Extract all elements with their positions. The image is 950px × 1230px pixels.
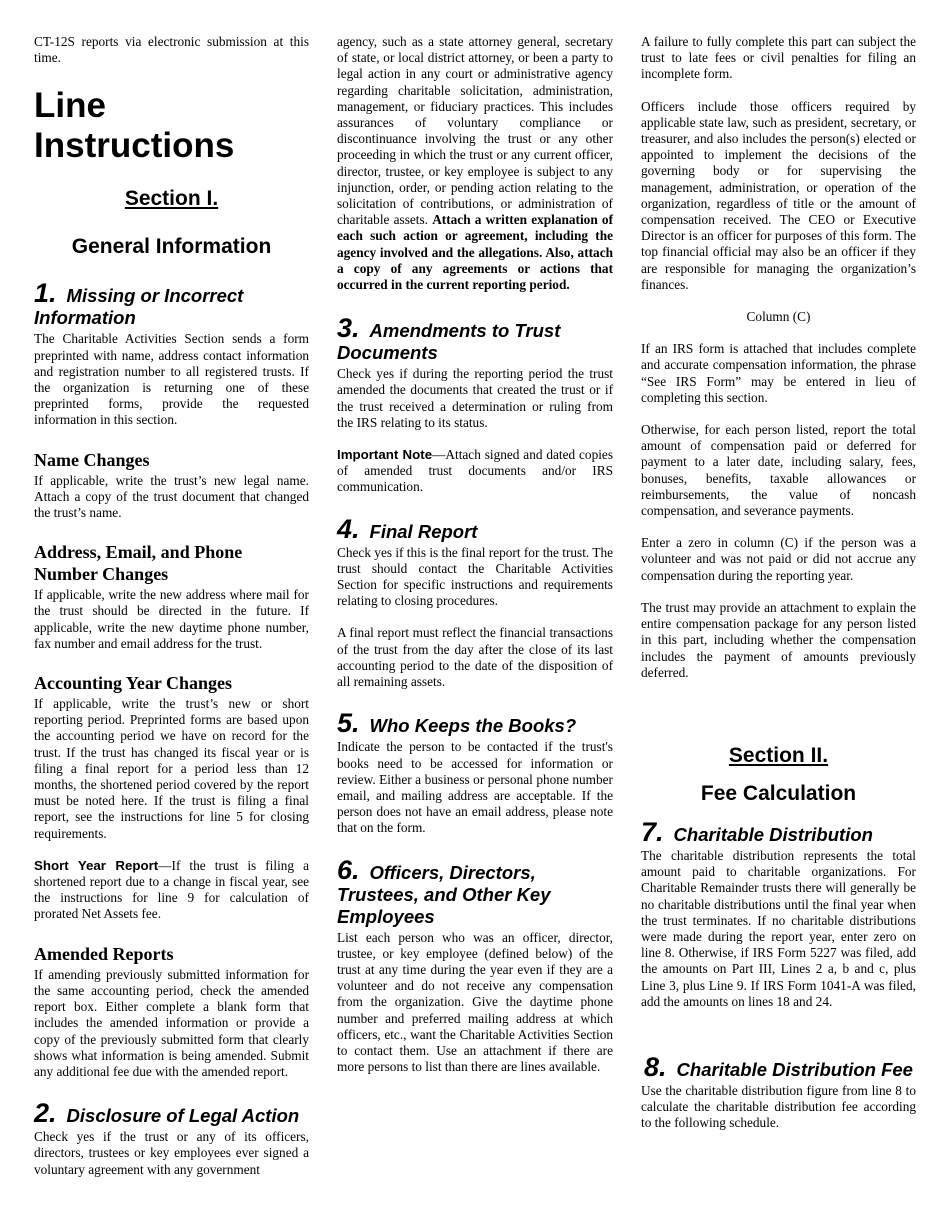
heading-line-3 — [337, 313, 613, 364]
paragraph-otherwise: Otherwise, for each person listed, report the total amount of compensation paid or deferred for payment to a later date, including salary, fees, bonuses, benefits, taxable allowances or reimbursements, the value of noncash compensation, and severance payments. — [641, 422, 916, 519]
heading-title: Who Keeps the Books? — [369, 715, 577, 737]
heading-name-changes: Name Changes — [34, 449, 150, 470]
heading-line-1 — [34, 278, 309, 329]
heading-line-7 — [641, 816, 916, 847]
paragraph-failure: A failure to fully complete this part can subject the trust to late fees or civil penalties for filing an incomplete form. — [641, 34, 916, 82]
paragraph-amended-reports: If amending previously submitted information for the same accounting period, check the amended report box. Either complete a blank form that includes the amended information or provide a copy of the previously submitted form that clearly shows what information is being amended. Submit any additional fee due with the amended report. — [34, 966, 309, 1079]
heading-address-changes: Address, Email, and Phone Number Changes — [34, 542, 243, 585]
paragraph-address-changes: If applicable, write the new address where mail for the trust should be directed in the future. If applicable, write the new daytime phone number, fax number and email address for the trust. — [34, 587, 309, 651]
short-year-text: —If the trust is filing a shortened report due to a change in fiscal year, see the instructions for line 9 for calculation of prorated Net Assets fee. — [34, 857, 309, 922]
paragraph-line-3: Check yes if during the reporting period the trust amended the documents that created the trust or if the trust received a determination or ruling from the IRS relating to its status. — [337, 366, 613, 430]
heading-number: 2. — [34, 1098, 57, 1129]
heading-title: Missing or Incorrect Information — [34, 285, 244, 329]
section-1-title: Section I. — [124, 187, 219, 211]
legal-action-bold-text: Attach a written explanation of each such action or agreement, including the agency involved and the allegations. Also, attach a copy of any agreements or actions that occurred in the current reporting period. — [337, 212, 613, 293]
important-note-label: Important Note — [337, 447, 433, 463]
heading-title: Charitable Distribution Fee — [676, 1058, 913, 1080]
paragraph-irs-form: If an IRS form is attached that includes complete and accurate compensation information, the phrase “See IRS Form” may be entered in lieu of completing this section. — [641, 341, 916, 405]
heading-line-8 — [641, 1051, 916, 1082]
paragraph-attachment: The trust may provide an attachment to explain the entire compensation package for any person listed in this part, including whether the compensation includes the payment of amounts previously deferred. — [641, 599, 916, 680]
heading-number: 5. — [337, 708, 360, 739]
heading-title: Disclosure of Legal Action — [66, 1105, 300, 1127]
paragraph-line-4b: A final report must reflect the financial transactions of the trust from the day after the close of its last accounting period to the date of the disposition of all remaining assets. — [337, 625, 613, 690]
heading-title: Amendments to Trust Documents — [337, 320, 561, 364]
paragraph-line-7: The charitable distribution represents the total amount paid to charitable organizations. For Charitable Remainder trusts there will generally be no charitable distributions until the final year when the trust terminates. If no charitable distributions were made during the report year, enter zero on line 8. Otherwise, if IRS Form 5227 was filed, add the amounts on Part III, Lines 2 a, b and c, plus Line 3, plus Line 9. If IRS Form 1041-A was filed, add the amounts on lines 18 and 24. — [641, 847, 916, 1009]
heading-line-6 — [337, 854, 613, 928]
paragraph-line-2: Check yes if the trust or any of its officers, directors, trustees or key employees ever signed a voluntary agreement with any government — [34, 1129, 309, 1177]
paragraph-line-2-continued — [337, 34, 613, 293]
heading-line-5 — [337, 708, 613, 739]
paragraph-accounting-year: If applicable, write the trust’s new or short reporting period. Preprinted forms are based upon the accounting period we have on record for the trust. If the trust has changed its fiscal year or is filing a final report for a period less than 12 months, the shortened period covered by the report must be noted here. If the trust is filing a final report, see the instructions for line 5 for closing requirements. — [34, 696, 309, 841]
paragraph-line-8: Use the charitable distribution figure from line 8 to calculate the charitable distribution fee according to the following schedule. — [641, 1082, 916, 1131]
paragraph-line-5: Indicate the person to be contacted if the trust's books need to be accessed for information or review. Either a business or personal phone number email, and mailing address are acceptable. If the person does not have an email address, please note that on the form. — [337, 739, 613, 836]
heading-accounting-year: Accounting Year Changes — [34, 673, 233, 694]
heading-title: Charitable Distribution — [673, 823, 873, 845]
important-note-text: —Attach signed and dated copies of amended trust documents and/or IRS communication. — [337, 447, 614, 495]
column-c-heading: Column (C) — [746, 309, 811, 325]
heading-title: Officers, Directors, Trustees, and Other Key Employees — [337, 861, 551, 927]
paragraph-zero: Enter a zero in column (C) if the person was a volunteer and was not paid or did not accrue any compensation during the reporting year. — [641, 535, 916, 583]
heading-number: 4. — [337, 513, 360, 544]
short-year-note — [34, 858, 309, 923]
short-year-label: Short Year Report — [34, 857, 159, 873]
heading-number: 1. — [34, 278, 57, 309]
heading-line-4 — [337, 513, 613, 544]
heading-number: 3. — [337, 313, 360, 344]
paragraph-officers: Officers include those officers required by applicable state law, such as president, secretary, or treasurer, and also includes the person(s) elected or appointed to implement the decisions of the governing body or for supervising the management, administration, or operation of the organization, regardless of title or the amount of compensation received. The CEO or Executive Director is an officer for purposes of this form. The top financial official may also be an officer if they are responsible for managing the organization’s finances. — [641, 98, 916, 292]
column-right — [641, 34, 916, 1132]
heading-title: Final Report — [369, 520, 478, 542]
heading-number: 7. — [641, 816, 664, 847]
section-2-subtitle: Fee Calculation — [700, 781, 857, 805]
legal-action-text: agency, such as a state attorney general, secretary of state, or local district attorney, or been a party to legal action in any court or administrative agency regarding charitable solicitation, administration, management, or fiduciary practices. This includes assurances of voluntary compliance or discontinuance involving the trust or any other proceeding in which the trust or any current officer, director, trustee, or key employee is subject to any injunction, order, or pending action relating to the solicitation of contributions, or administration of charitable assets. — [337, 34, 613, 228]
column-left — [34, 34, 309, 1178]
intro-text: CT-12S reports via electronic submission at this time. — [34, 34, 309, 66]
section-1-subtitle: General Information — [71, 235, 272, 259]
important-note — [337, 447, 613, 496]
heading-number: 6. — [337, 854, 360, 885]
column-middle — [337, 34, 613, 1075]
main-title: Line Instructions — [34, 86, 235, 166]
section-2-title: Section II. — [728, 743, 829, 767]
heading-number: 8. — [644, 1051, 667, 1082]
paragraph-line-6: List each person who was an officer, director, trustee, or key employee (defined below) of the trust at any time during the year even if they are a volunteer and do not receive any compensation from the organization. Give the daytime phone number and preferred mailing address at which officers, etc., want the Charitable Activities Section to contact them. Use an attachment if there are more persons to list than there are lines available. — [337, 929, 613, 1075]
paragraph-name-changes: If applicable, write the trust’s new legal name. Attach a copy of the trust document that changed the trust’s name. — [34, 472, 309, 521]
heading-line-2 — [34, 1098, 309, 1129]
paragraph-line-1: The Charitable Activities Section sends a form preprinted with name, address contact information and registration number to all registered trusts. If the organization is returning one of these preprinted forms, provide the requested information in this section. — [34, 331, 309, 428]
paragraph-line-4a: Check yes if this is the final report for the trust. The trust should contact the Charitable Activities Section for specific instructions and requirements relating to closing procedures. — [337, 544, 613, 609]
heading-amended-reports: Amended Reports — [34, 943, 174, 964]
